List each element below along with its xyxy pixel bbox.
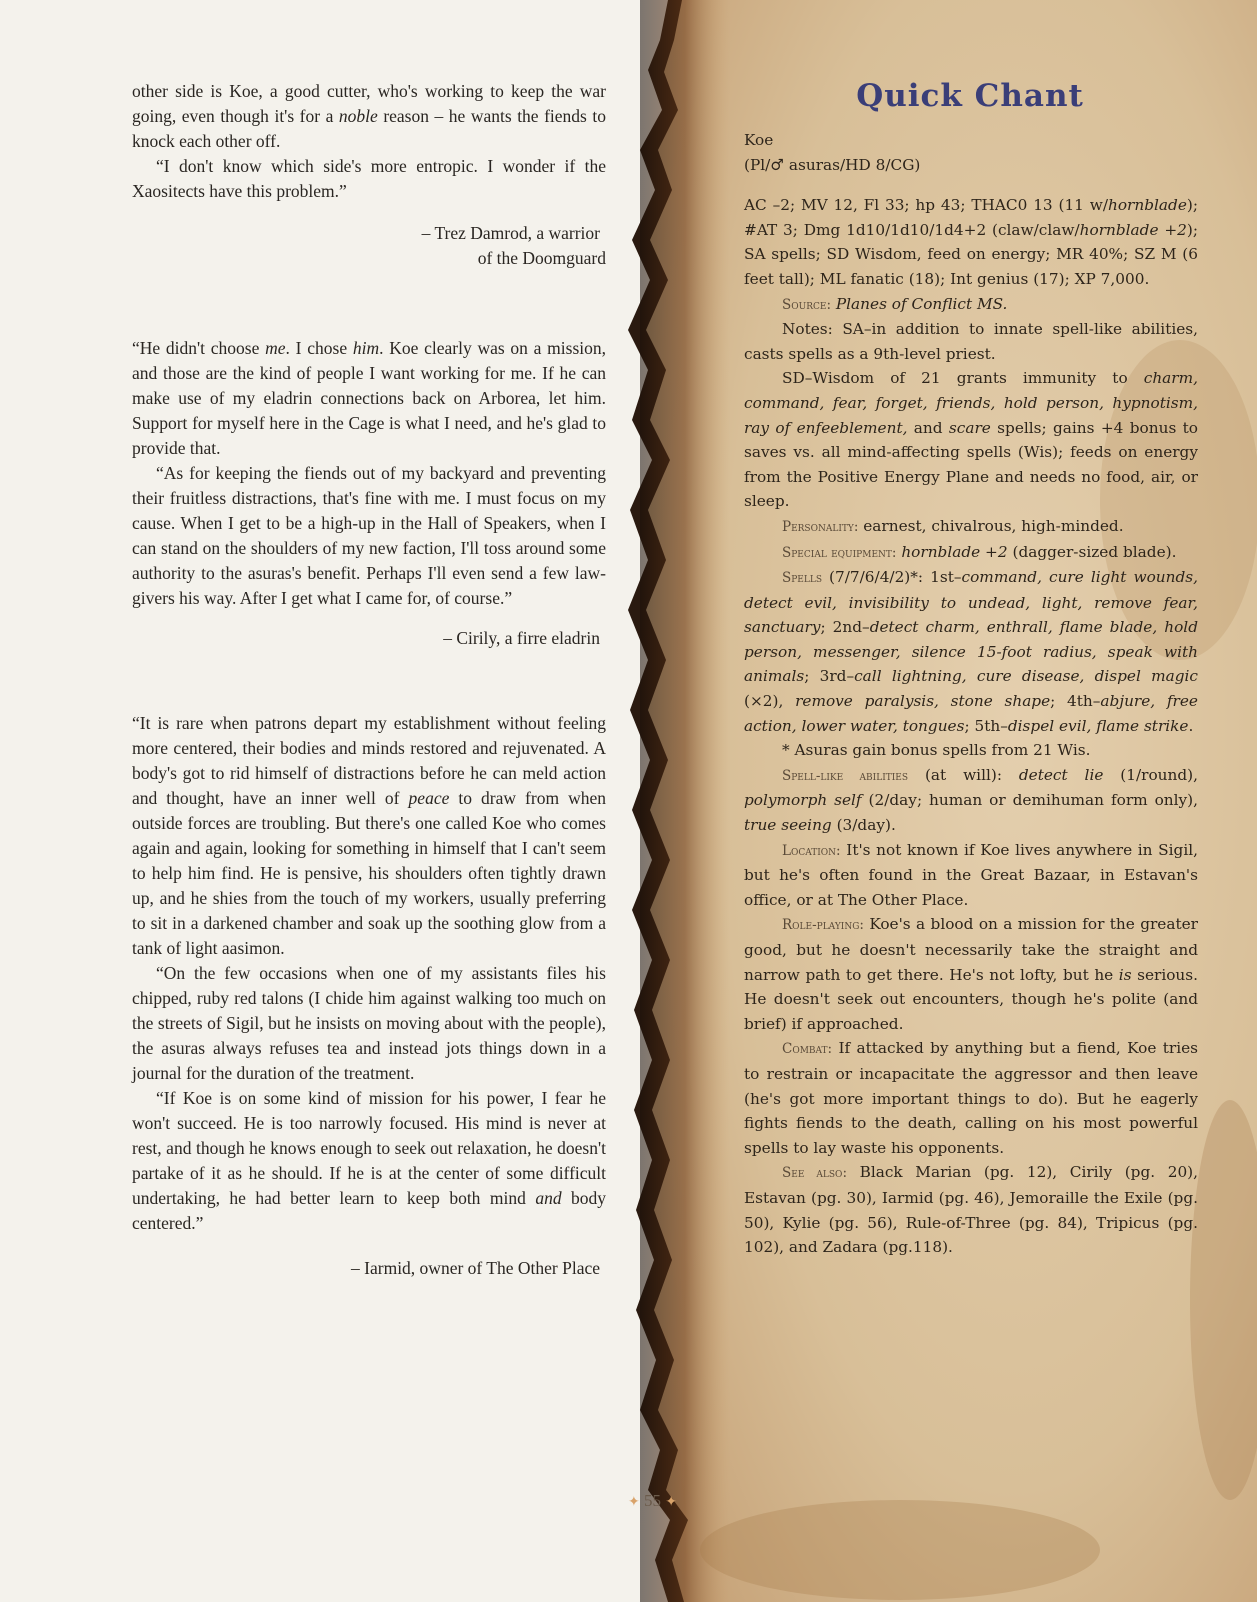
left-paragraph-5: “It is rare when patrons depart my establishment without feeling more centered, their bodies and minds restored and rejuvenated. A body's got to rid himself of distractions before he can meld action and thought, have an inner well of peace to draw from when outside forces are troubling. But there's one called Koe who comes again and again, looking for something in himself that I can't seem to help him find. He is pensive, his shoulders often tightly drawn up, and he shies from the touch of my workers, usually preferring to sit in a darkened chamber and soak up the soothing glow from a tank of light aasimon. [132, 713, 606, 958]
diamond-right-icon: ✦ [665, 1495, 677, 1510]
spells-line: Spells (7/7/6/4/2)*: 1st–command, cure light wounds, detect evil, invisibility to undead, light, remove fear, sanctuary; 2nd–detect charm, enthrall, flame blade, hold person, messenger, silence 15-foot radius, speak with animals; 3rd–call lightning, cure disease, dispel magic (×2), remove paralysis, stone shape; 4th–abjure, free action, lower water, tongues; 5th–dispel evil, flame strike. [744, 568, 1199, 735]
personality-line: Personality: earnest, chivalrous, high-minded. [782, 516, 1124, 535]
location-line: Location: It's not known if Koe lives anywhere in Sigil, but he's often found in the Great Bazaar, in Estavan's office, or at The Other Place. [744, 840, 1198, 909]
stat-line: AC –2; MV 12, Fl 33; hp 43; THAC0 13 (11 w/hornblade); #AT 3; Dmg 1d10/1d10/1d4+2 (claw/claw/hornblade +2); SA spells; SD Wisdom, feed on energy; MR 40%; SZ M (6 feet tall); ML fanatic (18); Int genius (17); XP 7,000. [744, 196, 1198, 288]
roleplaying-line: Role-playing: Koe's a blood on a mission for the greater good, but he doesn't necessarily take the straight and narrow path to get there. He's not lofty, but he is serious. He doesn't seek out encounters, though he's polite (and brief) if approached. [744, 915, 1198, 1033]
left-paragraph-1: other side is Koe, a good cutter, who's working to keep the war going, even though it's for a noble reason – he wants the fiends to knock each other off. [132, 81, 606, 151]
source-line: Source: Planes of Conflict MS. [782, 294, 1008, 313]
spells-footnote: * Asuras gain bonus spells from 21 Wis. [782, 741, 1091, 760]
attribution-cirily: – Cirily, a firre eladrin [443, 628, 600, 648]
diamond-left-icon: ✦ [628, 1495, 640, 1510]
left-paragraph-2: “I don't know which side's more entropic. I wonder if the Xaositects have this problem.” [132, 156, 606, 201]
page-number [628, 1491, 677, 1511]
left-paragraph-3: “He didn't choose me. I chose him. Koe clearly was on a mission, and those are the kind of people I want working for me. If he can make use of my eladrin connections back on Arborea, let him. Support for myself here in the Cage is what I need, and he's glad to provide that. [132, 338, 606, 458]
left-paragraph-6: “On the few occasions when one of my assistants files his chipped, ruby red talons (I chide him against walking too much on the streets of Sigil, but he insists on moving about with the people), the asuras always refuses tea and instead jots things down in a journal for the duration of the treatment. [132, 963, 606, 1083]
sd-line: SD–Wisdom of 21 grants immunity to charm, command, fear, forget, friends, hold person, hypnotism, ray of enfeeblement, and scare spells; gains +4 bonus to saves vs. all mind-affecting spells (Wis); feeds on energy from the Positive Energy Plane and needs no food, air, or sleep. [744, 369, 1198, 511]
equipment-line: Special equipment: hornblade +2 (dagger-sized blade). [782, 542, 1177, 561]
page-number-text: 55 [643, 1491, 661, 1510]
left-column [132, 79, 606, 1281]
spell-like-abilities-line: Spell-like abilities (at will): detect lie (1/round), polymorph self (2/day; human or demihuman form only), true seeing (3/day). [744, 765, 1199, 835]
creature-type-line: (Pl/♂ asuras/HD 8/CG) [744, 155, 921, 174]
attribution-iarmid: – Iarmid, owner of The Other Place [351, 1258, 600, 1278]
combat-line: Combat: If attacked by anything but a fiend, Koe tries to restrain or incapacitate the aggressor and then leave (he's got more important things to do). But he eagerly fights fiends to the death, calling on his most powerful spells to lay waste his opponents. [744, 1039, 1198, 1157]
attribution-trez-line1: – Trez Damrod, a warrior [421, 223, 600, 243]
creature-name: Koe [744, 131, 774, 149]
see-also-line: See also: Black Marian (pg. 12), Cirily (pg. 20), Estavan (pg. 30), Iarmid (pg. 46), Jemoraille the Exile (pg. 50), Kylie (pg. 56), Rule-of-Three (pg. 84), Tripicus (pg. 102), and Zadara (pg.118). [744, 1163, 1199, 1257]
left-paragraph-4: “As for keeping the fiends out of my backyard and preventing their fruitless distractions, that's fine with me. I must focus on my cause. When I get to be a high-up in the Hall of Speakers, when I can stand on the shoulders of my new faction, I'll toss around some authority to the asuras's benefit. Perhaps I'll even send a few law-givers his way. After I get what I came for, of course.” [132, 463, 606, 608]
stat-block-column [744, 128, 1198, 1260]
quick-chant-title: Quick Chant [856, 78, 1084, 114]
attribution-trez-line2: of the Doomguard [477, 248, 606, 268]
left-paragraph-7: “If Koe is on some kind of mission for his power, I fear he won't succeed. He is too narrowly focused. His mind is never at rest, and though he knows enough to seek out relaxation, he doesn't partake of it as he should. If he is at the center of some difficult undertaking, he had better learn to keep both mind and body centered.” [132, 1088, 607, 1233]
notes-line: Notes: SA–in addition to innate spell-like abilities, casts spells as a 9th-level priest. [744, 320, 1198, 363]
